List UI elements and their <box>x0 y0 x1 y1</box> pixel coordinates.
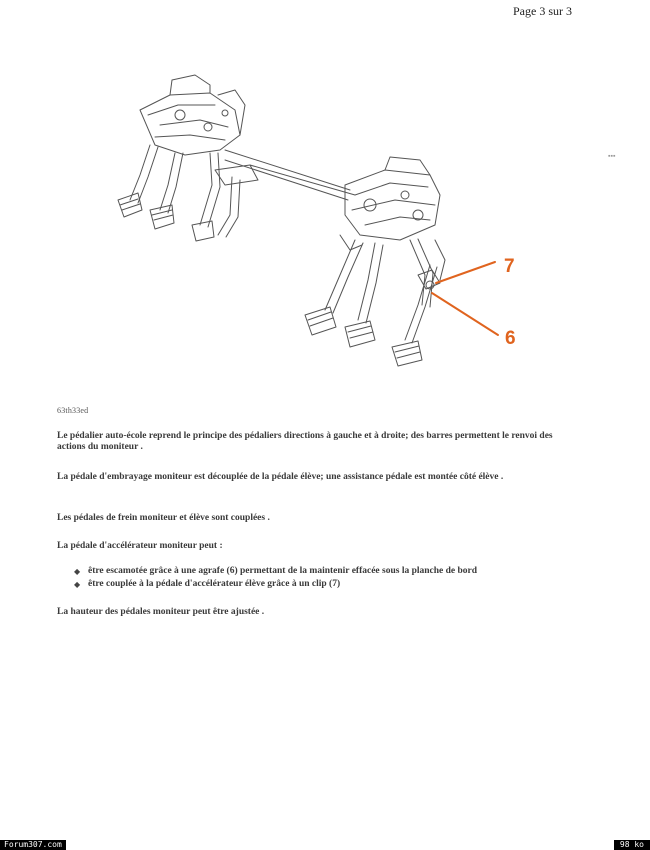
list-item-text: être couplée à la pédale d'accélérateur élève grâce à un clip (7) <box>88 579 341 589</box>
scan-artifact: ▪▪▪ <box>608 152 616 160</box>
list-item-text: être escamotée grâce à une agrafe (6) permettant de la maintenir effacée sous la planche de bord <box>88 566 478 576</box>
bullet-icon: ◆ <box>74 580 81 589</box>
paragraph-brake: Les pédales de frein moniteur et élève sont couplées . <box>57 513 270 523</box>
bullet-icon: ◆ <box>74 567 81 576</box>
callout-7: 7 <box>504 256 515 277</box>
callout-6: 6 <box>505 328 516 349</box>
accelerator-options-list <box>74 565 564 591</box>
paragraph-height: La hauteur des pédales moniteur peut être ajustée . <box>57 607 265 617</box>
list-item <box>74 578 564 591</box>
page-number: Page 3 sur 3 <box>513 4 572 18</box>
footer-bar <box>0 840 650 850</box>
list-item <box>74 565 564 578</box>
file-size-badge: 98 ko <box>614 840 650 850</box>
paragraph-accelerator: La pédale d'accélérateur moniteur peut : <box>57 541 223 551</box>
pedal-assembly-illustration <box>100 65 540 390</box>
site-link[interactable]: Forum307.com <box>0 840 66 850</box>
paragraph-clutch: La pédale d'embrayage moniteur est découplée de la pédale élève; une assistance pédale est montée côté élève . <box>57 472 504 482</box>
figure-reference-code: 63th33ed <box>57 406 89 415</box>
paragraph-pedalier-principle: Le pédalier auto-école reprend le principe des pédaliers directions à gauche et à droite; des barres permettent le renvoi des actions du moniteur . <box>57 431 553 452</box>
